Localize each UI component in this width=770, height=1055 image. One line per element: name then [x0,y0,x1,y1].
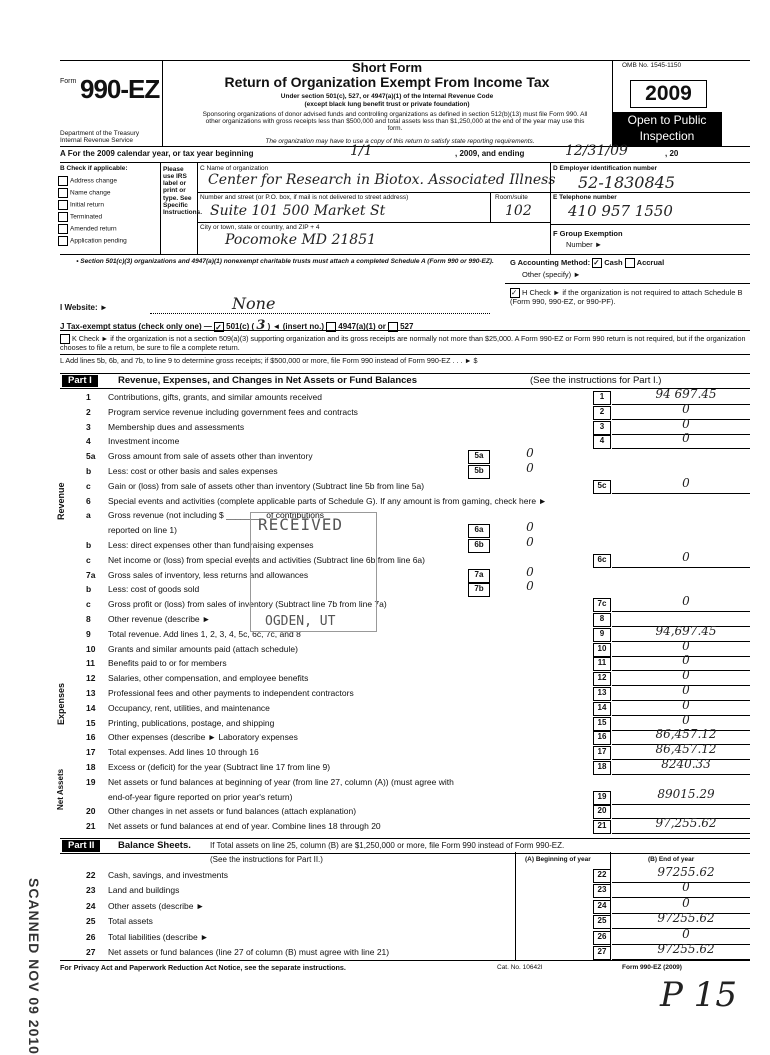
line-number: 15 [86,717,96,728]
line-amount[interactable]: 0 [682,712,690,727]
phone-value[interactable]: 410 957 1550 [568,202,673,220]
line-description: Net assets or fund balances at end of year. Combine lines 18 through 20 [108,821,381,832]
form-word: Form [60,78,77,85]
subline-amount[interactable]: 0 [526,520,534,535]
line-description: Cash, savings, and investments [108,870,229,880]
line-description: Benefits paid to or for members [108,658,227,669]
line-description: Other expenses (describe ► Laboratory expenses [108,732,298,743]
side-revenue: Revenue [56,482,66,520]
accounting-other: Other (specify) ► [522,270,581,279]
subline-box: 5a [468,450,490,464]
line-box: 7c [593,598,611,612]
line-amount[interactable]: 97255.62 [657,865,715,879]
section-l-note: L Add lines 5b, 6b, and 7b, to line 9 to determine gross receipts; if $500,000 or more, file Form 990 instead of Form 990-EZ . . . ► $ [60,356,478,365]
line-number: 8 [86,614,91,624]
line-description: Land and buildings [108,885,180,896]
line-box: 13 [593,687,611,701]
line-description: Investment income [108,436,180,447]
line-description: Printing, publications, postage, and shipping [108,717,275,728]
part2-header [60,838,750,854]
line-box: 17 [593,746,611,760]
line-box: 4 [593,435,611,449]
line-box: 18 [593,761,611,775]
line-number: b [86,466,92,476]
check-if-applicable: B Check if applicable: [60,165,128,172]
line-description: Less: cost or other basis and sales expenses [108,466,278,476]
part1-line-18 [60,757,750,775]
part1-line-4 [60,431,750,449]
line-box: 25 [593,915,611,929]
col-a-header: (A) Beginning of year [525,856,591,863]
sponsoring-note: Sponsoring organizations of donor advised funds and controlling organizations as defined in section 512(b)(13) must file Form 990. All other organizations with gross receipts less than $500,000 and total assets less than $1,250,000 at the end of the year may use this form. [202,111,588,133]
line-number: 9 [86,628,91,639]
short-form-label: Short Form [351,60,423,75]
line-description: Total liabilities (describe ► [108,931,209,942]
line-box: 22 [593,869,611,883]
part1-line-c [60,475,750,494]
line-number: 17 [86,747,96,758]
omb-number: OMB No. 1545-1150 [622,62,682,69]
line-description: Professional fees and other payments to independent contractors [108,688,354,698]
room-value[interactable]: 102 [505,203,532,219]
ein-label: D Employer identification number [553,165,658,172]
open-public-line2: Inspection [639,129,695,143]
side-expenses: Expenses [56,682,66,725]
line-amount[interactable]: 97255.62 [657,942,715,956]
line-description: reported on line 1) [108,525,177,536]
line-number: 21 [86,821,96,832]
tax-exempt-status: J Tax-exempt status (check only one) — ✓ 501(c) ( 3 ) ◄ (insert no.) 4947(a)(1) or 527 [60,318,414,333]
line-box: 5c [593,480,611,494]
line-box: 11 [593,657,611,671]
line-description: Total expenses. Add lines 10 through 16 [108,747,259,758]
line-amount[interactable]: 8240.33 [661,757,711,771]
line-amount[interactable]: 86,457.12 [655,742,717,757]
line-number: 2 [86,406,91,417]
subline-box: 5b [468,465,490,479]
line-amount[interactable]: 0 [682,416,690,431]
dept-treasury: Department of the Treasury [60,130,140,137]
line-number: 3 [86,421,91,432]
line-number: 16 [86,732,96,743]
check-initial-return[interactable]: Initial return [58,200,158,212]
line-box: 14 [593,702,611,716]
org-name-value[interactable]: Center for Research in Biotox. Associated Illness [208,172,556,188]
line-box: 10 [593,643,611,657]
line-number: 24 [86,900,96,911]
line-amount[interactable]: 0 [682,475,690,490]
line-number: c [86,554,91,565]
section-k-note[interactable]: K Check ► if the organization is not a section 509(a)(3) supporting organization and its gross receipts are normally not more than $25,000. A Form 990-EZ or Form 990 return is not required, but if the organization chooses to file a return, be sure to file a complete return. [60,333,746,352]
line-amount[interactable]: 0 [682,926,690,941]
line-description: Gross sales of inventory, less returns and allowances [108,569,309,580]
line-amount[interactable] [620,801,752,816]
subline-amount[interactable]: 0 [526,461,534,475]
part2-title: Balance Sheets. [118,840,191,851]
ogden-stamp: OGDEN, UT [265,614,336,629]
street-value[interactable]: Suite 101 500 Market St [210,203,386,219]
line-amount[interactable]: 0 [682,549,690,564]
tax-year-end: 12/31/09 [565,143,628,159]
line-box: 16 [593,731,611,745]
line-number: 14 [86,702,96,713]
line-box: 12 [593,672,611,686]
line-box: 24 [593,900,611,914]
part1-line-c [60,549,750,568]
accounting-method-label: G Accounting Method: ✓ Cash Accrual [510,257,665,267]
please-use-label: Please use IRS label or print or type. See Specific Instructions. [163,166,203,216]
page-mark: P 15 [660,975,737,1015]
line-number: 6 [86,495,91,506]
line-box: 23 [593,884,611,898]
line-box: 2 [593,406,611,420]
form-number: 990-EZ [80,74,160,104]
subline-box: 6a [468,524,490,538]
check-terminated[interactable]: Terminated [58,212,158,224]
copy-note: The organization may have to use a copy of this return to satisfy state reporting requirements. [265,138,535,145]
line-number: 1 [86,392,91,402]
line-number: c [86,599,91,610]
tax-year-mid: , 2009, and ending [455,149,525,158]
irs-label: Internal Revenue Service [60,137,133,144]
line-box: 6c [593,554,611,568]
group-number-label: Number ► [566,240,603,249]
line-description: Total revenue. Add lines 1, 2, 3, 4, 5c, 6c, 7c, and 8 [108,628,301,639]
line-amount[interactable]: 0 [682,653,690,668]
line-description: Special events and activities (complete applicable parts of Schedule G). If any amount is from gaming, check here ► [108,495,547,506]
line-amount[interactable]: 0 [682,401,690,416]
line-number: 18 [86,762,96,772]
line-number: c [86,480,91,491]
line-amount[interactable]: 0 [682,895,690,910]
line-description: Occupancy, rent, utilities, and maintenance [108,702,270,713]
part1-line-a [60,508,750,523]
line-description: end-of-year figure reported on prior year's return) [108,791,293,802]
line-box: 26 [593,931,611,945]
line-amount[interactable]: 86,457.12 [655,727,717,742]
check-application-pending[interactable]: Application pending [58,236,158,248]
footer-form: Form 990-EZ (2009) [622,964,682,971]
line-description: Salaries, other compensation, and employee benefits [108,673,309,684]
line-description: Less: cost of goods sold [108,584,200,595]
line-amount[interactable]: 0 [682,880,690,895]
line-description: Membership dues and assessments [108,421,245,432]
line-description: Other assets (describe ► [108,900,205,911]
line-box: 3 [593,421,611,435]
website-label: I Website: ► [60,303,108,312]
form-main-title: Return of Organization Exempt From Income Tax [224,74,550,90]
cash-checkbox[interactable]: ✓ [592,258,604,267]
part2-see: (See the instructions for Part II.) [210,855,323,864]
part1-label: Part I [62,375,98,387]
tax-year-label: A For the 2009 calendar year, or tax year beginning [60,149,254,158]
line-number: 27 [86,947,96,957]
line-amount[interactable]: 97255.62 [657,911,715,926]
phone-label: E Telephone number [553,194,617,201]
line-number: 25 [86,916,96,927]
line-amount[interactable]: 0 [682,638,690,653]
line-description: Net income or (loss) from special events and activities (Subtract line 6b from line 6a) [108,554,425,565]
check-name-change[interactable]: Name change [58,188,158,200]
line-description: Gross revenue (not including $ ________ of contributions [108,510,324,521]
subline-box: 7b [468,583,490,597]
website-value[interactable]: None [232,294,276,313]
line-number: 10 [86,643,96,654]
line-box: 15 [593,717,611,731]
line-number: 22 [86,870,96,880]
line-amount[interactable]: 0 [682,668,690,683]
city-value[interactable]: Pocomoke MD 21851 [225,232,377,248]
line-number: 4 [86,436,91,447]
line-number: a [86,510,91,521]
line-description: Excess or (deficit) for the year (Subtract line 17 from line 9) [108,762,331,772]
line-box: 8 [593,613,611,627]
check-address-change[interactable]: Address change [58,176,158,188]
subline-amount[interactable]: 0 [526,579,534,594]
line-amount[interactable]: 89015.29 [657,786,715,801]
subline-amount[interactable]: 0 [526,564,534,579]
line-description: Other changes in net assets or fund balances (attach explanation) [108,806,357,817]
line-description: Total assets [108,916,153,927]
line-description: Net assets or fund balances at beginning of year (from line 27, column (A)) (must agree with [108,776,454,787]
part1-line-cont [60,520,750,538]
privacy-notice: For Privacy Act and Paperwork Reduction Act Notice, see the separate instructions. [60,963,346,972]
received-stamp: RECEIVED [258,515,344,534]
accrual-checkbox[interactable] [625,258,637,267]
line-amount[interactable]: 0 [682,697,690,712]
line-number: 20 [86,806,96,817]
line-number: 13 [86,688,96,698]
part1-line-5a [60,446,750,464]
line-number: 12 [86,673,96,684]
part1-line-6 [60,494,750,509]
line-description: Gross amount from sale of assets other than inventory [108,451,313,462]
tax-year-begin: 1/1 [350,143,373,159]
line-amount[interactable]: 0 [682,683,690,697]
line-description: Gain or (loss) from sale of assets other than inventory (Subtract line 5b from line 5a) [108,480,425,491]
street-label: Number and street (or P.O. box, if mail is not delivered to street address) [200,194,409,201]
line-description: Less: direct expenses other than fundraising expenses [108,540,314,550]
line-number: b [86,584,92,595]
line-number: 19 [86,776,96,787]
part1-line-7a [60,564,750,583]
ein-value[interactable]: 52-1830845 [578,173,676,192]
line-number: 23 [86,885,96,896]
tax-year: 2009 [630,80,707,108]
line-amount[interactable]: 0 [682,594,690,609]
under-section: Under section 501(c), 527, or 4947(a)(1) of the Internal Revenue Code [280,93,494,100]
group-exemption-label: F Group Exemption [553,229,623,238]
subline-box: 7a [468,569,490,583]
line-amount[interactable]: 94,697.45 [655,623,717,638]
except-note: (except black lung benefit trust or private foundation) [304,101,470,108]
part1-see: (See the instructions for Part I.) [530,375,662,386]
line-amount[interactable] [620,609,752,624]
col-b-header: (B) End of year [648,856,695,863]
part2-label: Part II [62,840,100,852]
open-public-line1: Open to Public [627,113,707,127]
subline-amount[interactable]: 0 [526,535,534,549]
tax-year-tail: , 20 [665,149,679,158]
line-number: 7a [86,569,96,580]
line-number: 5a [86,451,96,462]
line-box: 21 [593,820,611,834]
room-label: Room/suite [495,194,528,201]
line-box: 20 [593,805,611,819]
line-description: Other revenue (describe ► [108,614,211,624]
line-amount[interactable]: 97,255.62 [655,816,717,831]
side-net-assets: Net Assets [56,768,65,810]
line-description: Contributions, gifts, grants, and similar amounts received [108,392,323,402]
line-description: Net assets or fund balances (line 27 of column (B) must agree with line 21) [108,947,390,957]
status-code-value[interactable]: 3 [256,318,266,333]
amount-underline [612,833,750,834]
line-box: 19 [593,791,611,805]
line-box: 27 [593,946,611,960]
line-amount[interactable]: 0 [682,431,690,446]
line-box: 1 [593,391,611,405]
line-description: Gross profit or (loss) from sales of inventory (Subtract line 7b from line 7a) [108,599,387,610]
city-label: City or town, state or country, and ZIP + 4 [200,224,320,231]
subline-box: 6b [468,539,490,553]
check-amended[interactable]: Amended return [58,224,158,236]
part2-desc: If Total assets on line 25, column (B) are $1,250,000 or more, file Form 990 instead of Form 990-EZ. [210,841,565,850]
line-number: 26 [86,931,96,942]
line-amount[interactable]: 94 697.45 [655,387,717,401]
schedule-b-check[interactable]: ✓ H Check ► if the organization is not required to attach Schedule B (Form 990, 990-EZ, or 990-PF). [510,287,743,306]
cat-number: Cat. No. 10642I [497,964,543,971]
part1-title: Revenue, Expenses, and Changes in Net Assets or Fund Balances [118,375,417,386]
scanned-stamp: SCANNED NOV 09 2010 [26,878,42,1055]
status-501c-checkbox[interactable]: ✓ [214,322,226,331]
line-description: Grants and similar amounts paid (attach schedule) [108,643,298,654]
line-number: b [86,540,92,550]
line-number: 11 [86,658,95,669]
line-box: 9 [593,628,611,642]
schedule-a-note: • Section 501(c)(3) organizations and 4947(a)(1) nonexempt charitable trusts must attach a completed Schedule A (Form 990 or 990-EZ). [76,258,494,265]
line-description: Program service revenue including government fees and contracts [108,406,358,417]
check-list [58,176,158,248]
open-public-box [612,112,722,146]
part1-line-21 [60,816,750,834]
org-name-label: C Name of organization [200,165,269,172]
subline-amount[interactable]: 0 [526,446,534,461]
part2-line-27 [60,942,750,960]
